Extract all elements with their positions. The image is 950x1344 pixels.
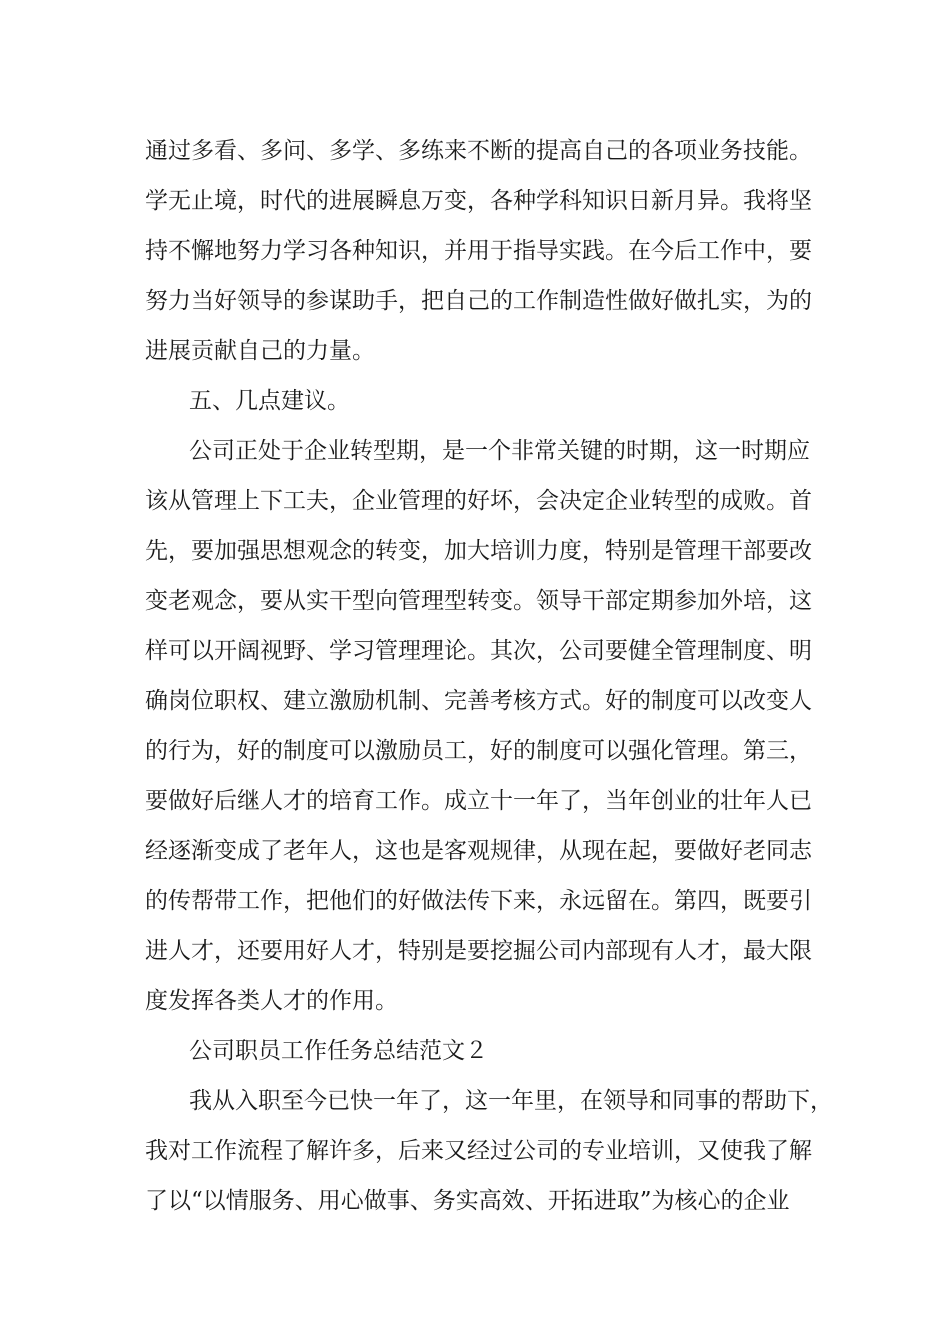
paragraph-line: 我从入职至今已快一年了，这一年里，在领导和同事的帮助下， xyxy=(189,1088,833,1114)
paragraph-line: 通过多看、多问、多学、多练来不断的提高自己的各项业务技能。 xyxy=(145,138,812,164)
paragraph-line: 努力当好领导的参谋助手，把自己的工作制造性做好做扎实，为的 xyxy=(145,288,812,314)
paragraph-line: 该从管理上下工夫，企业管理的好坏，会决定企业转型的成败。首 xyxy=(145,488,812,514)
paragraph-line: 公司正处于企业转型期，是一个非常关键的时期，这一时期应 xyxy=(189,438,810,464)
paragraph-line: 了以“以情服务、用心做事、务实高效、开拓进取”为核心的企业 xyxy=(145,1188,790,1214)
paragraph-line: 先，要加强思想观念的转变，加大培训力度，特别是管理干部要改 xyxy=(145,538,812,564)
section-heading: 公司职员工作任务总结范文２ xyxy=(189,1038,488,1064)
section-heading: 五、几点建议。 xyxy=(189,388,350,414)
paragraph-line: 学无止境，时代的进展瞬息万变，各种学科知识日新月异。我将坚 xyxy=(145,188,812,214)
paragraph-line: 样可以开阔视野、学习管理理论。其次，公司要健全管理制度、明 xyxy=(145,638,812,664)
paragraph-line: 度发挥各类人才的作用。 xyxy=(145,988,398,1014)
paragraph-line: 要做好后继人才的培育工作。成立十一年了，当年创业的壮年人已 xyxy=(145,788,812,814)
paragraph-line: 持不懈地努力学习各种知识，并用于指导实践。在今后工作中，要 xyxy=(145,238,812,264)
paragraph-line: 变老观念，要从实干型向管理型转变。领导干部定期参加外培，这 xyxy=(145,588,812,614)
paragraph-line: 的传帮带工作，把他们的好做法传下来，永远留在。第四，既要引 xyxy=(145,888,812,914)
paragraph-line: 的行为，好的制度可以激励员工，好的制度可以强化管理。第三， xyxy=(145,738,812,764)
paragraph-line: 我对工作流程了解许多，后来又经过公司的专业培训，又使我了解 xyxy=(145,1138,812,1164)
paragraph-line: 进人才，还要用好人才，特别是要挖掘公司内部现有人才，最大限 xyxy=(145,938,812,964)
paragraph-line: 进展贡献自己的力量。 xyxy=(145,338,375,364)
paragraph-line: 确岗位职权、建立激励机制、完善考核方式。好的制度可以改变人 xyxy=(145,688,812,714)
paragraph-line: 经逐渐变成了老年人，这也是客观规律，从现在起，要做好老同志 xyxy=(145,838,812,864)
